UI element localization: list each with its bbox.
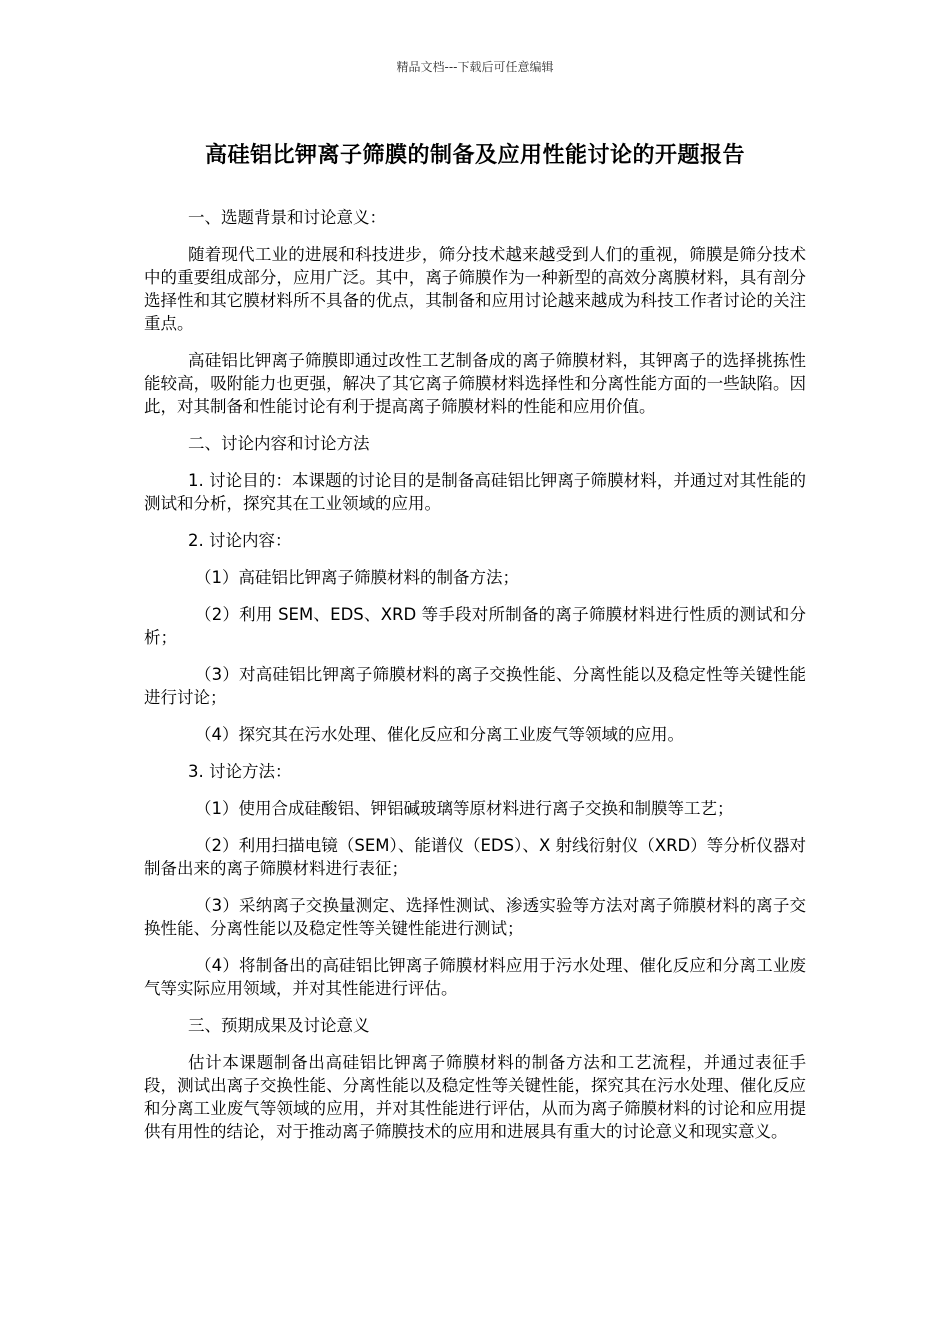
subheading-research-content: 2. 讨论内容： — [188, 531, 292, 550]
method-item-2: （2）利用扫描电镜（SEM）、能谱仪（EDS）、X 射线衍射仪（XRD）等分析仪器对制备出来的离子筛膜材料进行表征； — [144, 836, 806, 878]
paragraph-background-1: 随着现代工业的进展和科技进步，筛分技术越来越受到人们的重视，筛膜是筛分技术中的重要组成部分，应用广泛。其中，离子筛膜作为一种新型的高效分离膜材料，具有剖分选择性和其它膜材料所不具备的优点，其制备和应用讨论越来越成为科技工作者讨论的关注重点。 — [144, 245, 806, 333]
document-body — [144, 206, 806, 1157]
method-item-3: （3）采纳离子交换量测定、选择性测试、渗透实验等方法对离子筛膜材料的离子交换性能、分离性能以及稳定性等关键性能进行测试； — [144, 896, 806, 938]
section-heading-expected-results: 三、预期成果及讨论意义 — [188, 1016, 370, 1035]
section-heading-content-methods: 二、讨论内容和讨论方法 — [188, 434, 370, 453]
content-item-4: （4）探究其在污水处理、催化反应和分离工业废气等领域的应用。 — [195, 725, 684, 744]
page-header-note: 精品文档---下载后可任意编辑 — [396, 60, 554, 74]
method-item-4: （4）将制备出的高硅铝比钾离子筛膜材料应用于污水处理、催化反应和分离工业废气等实际应用领域，并对其性能进行评估。 — [144, 956, 806, 998]
paragraph-background-2: 高硅铝比钾离子筛膜即通过改性工艺制备成的离子筛膜材料，其钾离子的选择挑拣性能较高，吸附能力也更强，解决了其它离子筛膜材料选择性和分离性能方面的一些缺陷。因此，对其制备和性能讨论有利于提高离子筛膜材料的性能和应用价值。 — [144, 351, 806, 416]
method-item-1: （1）使用合成硅酸铝、钾铝碱玻璃等原材料进行离子交换和制膜等工艺； — [195, 799, 734, 818]
subheading-research-methods: 3. 讨论方法： — [188, 762, 292, 781]
document-title: 高硅铝比钾离子筛膜的制备及应用性能讨论的开题报告 — [204, 143, 745, 168]
content-item-1: （1）高硅铝比钾离子筛膜材料的制备方法； — [195, 568, 519, 587]
content-item-2: （2）利用 SEM、EDS、XRD 等手段对所制备的离子筛膜材料进行性质的测试和分析； — [144, 605, 806, 647]
section-heading-background: 一、选题背景和讨论意义： — [188, 208, 386, 227]
content-item-3: （3）对高硅铝比钾离子筛膜材料的离子交换性能、分离性能以及稳定性等关键性能进行讨论； — [144, 665, 806, 707]
paragraph-expected-results: 估计本课题制备出高硅铝比钾离子筛膜材料的制备方法和工艺流程，并通过表征手段，测试出离子交换性能、分离性能以及稳定性等关键性能，探究其在污水处理、催化反应和分离工业废气等领域的应用，并对其性能进行评估，从而为离子筛膜材料的讨论和应用提供有用性的结论，对于推动离子筛膜技术的应用和进展具有重大的讨论意义和现实意义。 — [144, 1053, 806, 1141]
paragraph-research-purpose: 1. 讨论目的：本课题的讨论目的是制备高硅铝比钾离子筛膜材料，并通过对其性能的测试和分析，探究其在工业领域的应用。 — [144, 471, 806, 513]
